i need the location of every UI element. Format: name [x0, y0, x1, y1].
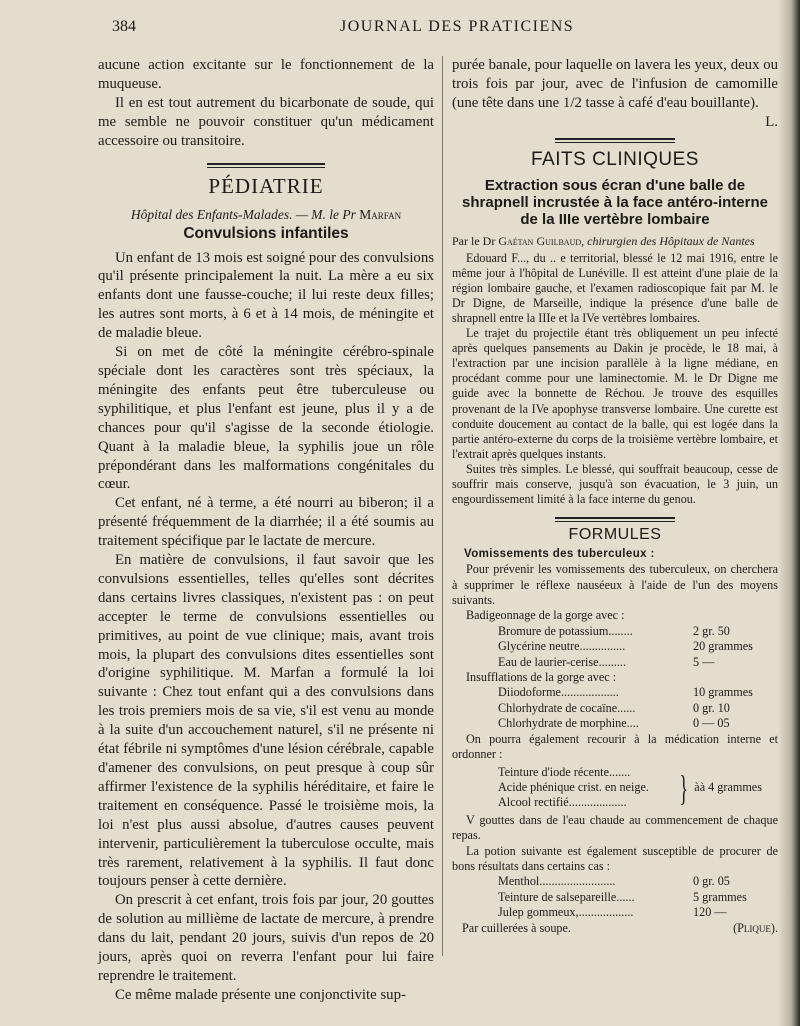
dosage-line: Par cuillerées à soupe.	[462, 920, 571, 935]
section-rule	[207, 163, 325, 168]
paragraph: Edouard F..., du .. e territorial, blessé le 12 mai 1916, entre le même jour à l'hôpital de Lunéville. Il est atteint d'une plaie de la région lombaire gauche, et l'examen radioscopique fait par M. le Dr Digne, de Marseille, indique la présence d'une balle de shrapnell entre la IIIe et la IVe vertèbres lombaires.	[452, 250, 778, 325]
formula-label: Insufflations de la gorge avec :	[466, 670, 617, 685]
section-title: FAITS CLINIQUES	[531, 148, 699, 170]
paragraph: purée banale, pour laquelle on lavera les yeux, deux ou trois fois par jour, avec de l'infusion de camomille (une tête dans une 1/2 tasse à café d'eau bouillante).	[452, 57, 778, 111]
section-rule	[555, 517, 675, 522]
formula-row	[452, 655, 778, 670]
quantity: 5 grammes	[693, 889, 747, 904]
paragraph: Si on met de côté la méningite cérébro-spinale spéciale dont les caractères sont très spéciaux, la méningite des enfants peut être tuberculeuse ou syphilitique, et plus l'enfant est jeune, plus il y a de chances pour qu'il s'agisse de la seconde étiologie. Quant à la maladie bleue, la syphilis joue un rôle prépondérant dans les malformations congénitales du cœur.	[98, 344, 434, 493]
paragraph: La potion suivante est également susceptible de procurer de bons résultats dans certains cas :	[452, 843, 778, 873]
article-title: Extraction sous écran d'une balle de shrapnell incrustée à la face antéro-interne de la IIIe vertèbre lombaire	[462, 176, 768, 228]
page-number: 384	[112, 18, 136, 35]
ingredient: Chlorhydrate de morphine....	[498, 716, 639, 731]
paragraph: En matière de convulsions, il faut savoir que les convulsions essentielles, telles qu'elles sont décrites dans certains livres classiques, n'existent pas : on peut accepter le terme de convulsions essentielles ou primitives, au point de vue clinique; mais, avant trois mois, la plupart des convulsions dites essentielles sont d'origine syphilitique. M. Marfan a formulé la loi suivante : Chez tout enfant qui a des convulsions dans les trois premiers mois de sa vie, s'il est venu au monde à la suite d'un accouchement naturel, s'il ne présente ni état fébrile ni symptômes d'une lésion cérébrale, capable d'amener des convulsions, on peut presque à coup sûr affirmer l'existence de la syphilis héréditaire, et faire le traitement en conséquence. Passé le troisième mois, la loi n'est plus aussi absolue, d'autres causes peuvent intervenir, particulièrement la tuberculose occulte, mais très rarement, relativement à la syphilis. Il faut donc toujours penser à cette dernière.	[98, 552, 434, 890]
hospital-line	[98, 207, 434, 223]
quantity: 2 gr. 50	[693, 623, 730, 638]
paragraph: Cet enfant, né à terme, a été nourri au biberon; il a présenté fréquemment de la diarrhée; il a été soumis au traitement spécifique par le lactate de mercure.	[98, 495, 434, 550]
formula-row	[452, 701, 778, 716]
paragraph: Pour prévenir les vomissements des tuberculeux, on cherchera à supprimer le réflexe nauséeux à l'aide de l'un des moyens suivants.	[452, 562, 778, 608]
ingredient: Glycérine neutre...............	[498, 639, 626, 654]
paragraph: On prescrit à cet enfant, trois fois par jour, 20 gouttes de solution au millième de lactate de mercure, à prendre dans du lait, pendant 20 jours, suivis d'un repos de 20 jours, après quoi on reverra l'enfant pour lui faire reprendre le traitement.	[98, 892, 434, 984]
hospital-name: Marfan	[359, 206, 402, 222]
section-rule	[555, 138, 675, 143]
section-title: FORMULES	[568, 526, 662, 544]
ingredient: Acide phénique crist. en neige.	[498, 779, 649, 794]
paragraph: Suites très simples. Le blessé, qui souffrait beaucoup, cesse de souffrir mais conserve, jusqu'à son évacuation, le 3 juin, un engourdissement limité à la face interne du genou.	[452, 461, 778, 507]
quantity: 120 —	[693, 905, 727, 920]
paragraph: Ce même malade présente une conjonctivite sup-	[115, 986, 406, 1003]
quantity: 10 grammes	[693, 685, 753, 700]
formula-brace-group	[452, 765, 778, 811]
formula-row	[452, 624, 778, 639]
byline-prefix: Par le Dr	[452, 233, 496, 248]
quantity: 5 —	[693, 654, 715, 669]
formula-row	[452, 874, 778, 889]
ingredient: Teinture de salsepareille......	[498, 889, 635, 904]
formula-heading: Vomissements des tuberculeux :	[464, 548, 655, 561]
brace-ingredients	[452, 765, 673, 811]
article-subtitle: Convulsions infantiles	[183, 224, 349, 242]
paragraph: Un enfant de 13 mois est soigné pour des convulsions qu'il présente principalement la nuit. La mère a eu six enfants dont une fausse-couche; il lui reste deux filles; les autres sont morts, à 6 et à 14 mois, de méningite et de maladie bleue.	[98, 249, 434, 342]
ingredient: Eau de laurier-cerise.........	[498, 654, 626, 669]
ingredient: Alcool rectifié...................	[498, 795, 627, 810]
quantity: 0 — 05	[693, 716, 730, 731]
ingredient: Chlorhydrate de cocaïne......	[498, 700, 636, 715]
brace-symbol: }	[679, 767, 688, 808]
formula-label: Badigeonnage de la gorge avec :	[466, 608, 625, 623]
quantity: àà 4 grammes	[694, 780, 762, 795]
page-edge-shadow	[778, 0, 800, 1026]
paragraph: aucune action excitante sur le fonctionnement de la muqueuse.	[98, 57, 434, 92]
byline	[452, 234, 778, 249]
right-column	[452, 56, 778, 936]
signature: L.	[765, 113, 778, 130]
formula-row	[452, 716, 778, 731]
formula-row	[452, 639, 778, 654]
ingredient: Diiodoforme...................	[498, 685, 619, 700]
signature: (Plique).	[733, 920, 778, 935]
paragraph: On pourra également recourir à la médication interne et ordonner :	[452, 731, 778, 762]
page-header	[0, 18, 800, 42]
ingredient: Bromure de potassium........	[498, 623, 633, 638]
paragraph: Il en est tout autrement du bicarbonate de soude, qui me semble ne pouvoir constituer qu'un médicament accessoire ou transitoire.	[98, 94, 434, 149]
byline-author: Gaétan Guilbaud,	[498, 233, 585, 248]
paragraph: V gouttes dans de l'eau chaude au commencement de chaque repas.	[452, 812, 778, 843]
section-title: PÉDIATRIE	[208, 173, 324, 198]
column-divider	[442, 56, 443, 956]
quantity: 0 gr. 05	[693, 874, 730, 889]
formula-row	[452, 685, 778, 700]
formula-footer	[452, 921, 778, 936]
formula-row	[452, 890, 778, 905]
quantity: 20 grammes	[693, 639, 753, 654]
paragraph: Le trajet du projectile étant très obliquement un peu infecté après quelques pansements au Dakin je procède, le 18 mai, à l'extraction par une incision parallèle à la ligne médiane, en procédant comme pour une laminectomie. M. le Dr Digne me guide avec la bonnette de Réchou. Je trouve des esquilles provenant de la IVe apophyse transverse lombaire. Une curette est conduite doucement au contact de la balle, qui est logée dans la partie antéro-externe du corps de la troisième vertèbre lombaire, et l'extrait après quelques instants.	[452, 326, 778, 461]
journal-title: JOURNAL DES PRATICIENS	[340, 18, 575, 35]
ingredient: Menthol.........................	[498, 874, 616, 889]
formula-row	[452, 905, 778, 920]
ingredient: Teinture d'iode récente.......	[498, 764, 631, 779]
ingredient: Julep gommeux,..................	[498, 905, 634, 920]
hospital-text: Hôpital des Enfants-Malades. — M. le Pr	[130, 206, 356, 222]
byline-role: chirurgien des Hôpitaux de Nantes	[587, 233, 755, 248]
quantity: 0 gr. 10	[693, 700, 730, 715]
left-column	[98, 56, 434, 1005]
